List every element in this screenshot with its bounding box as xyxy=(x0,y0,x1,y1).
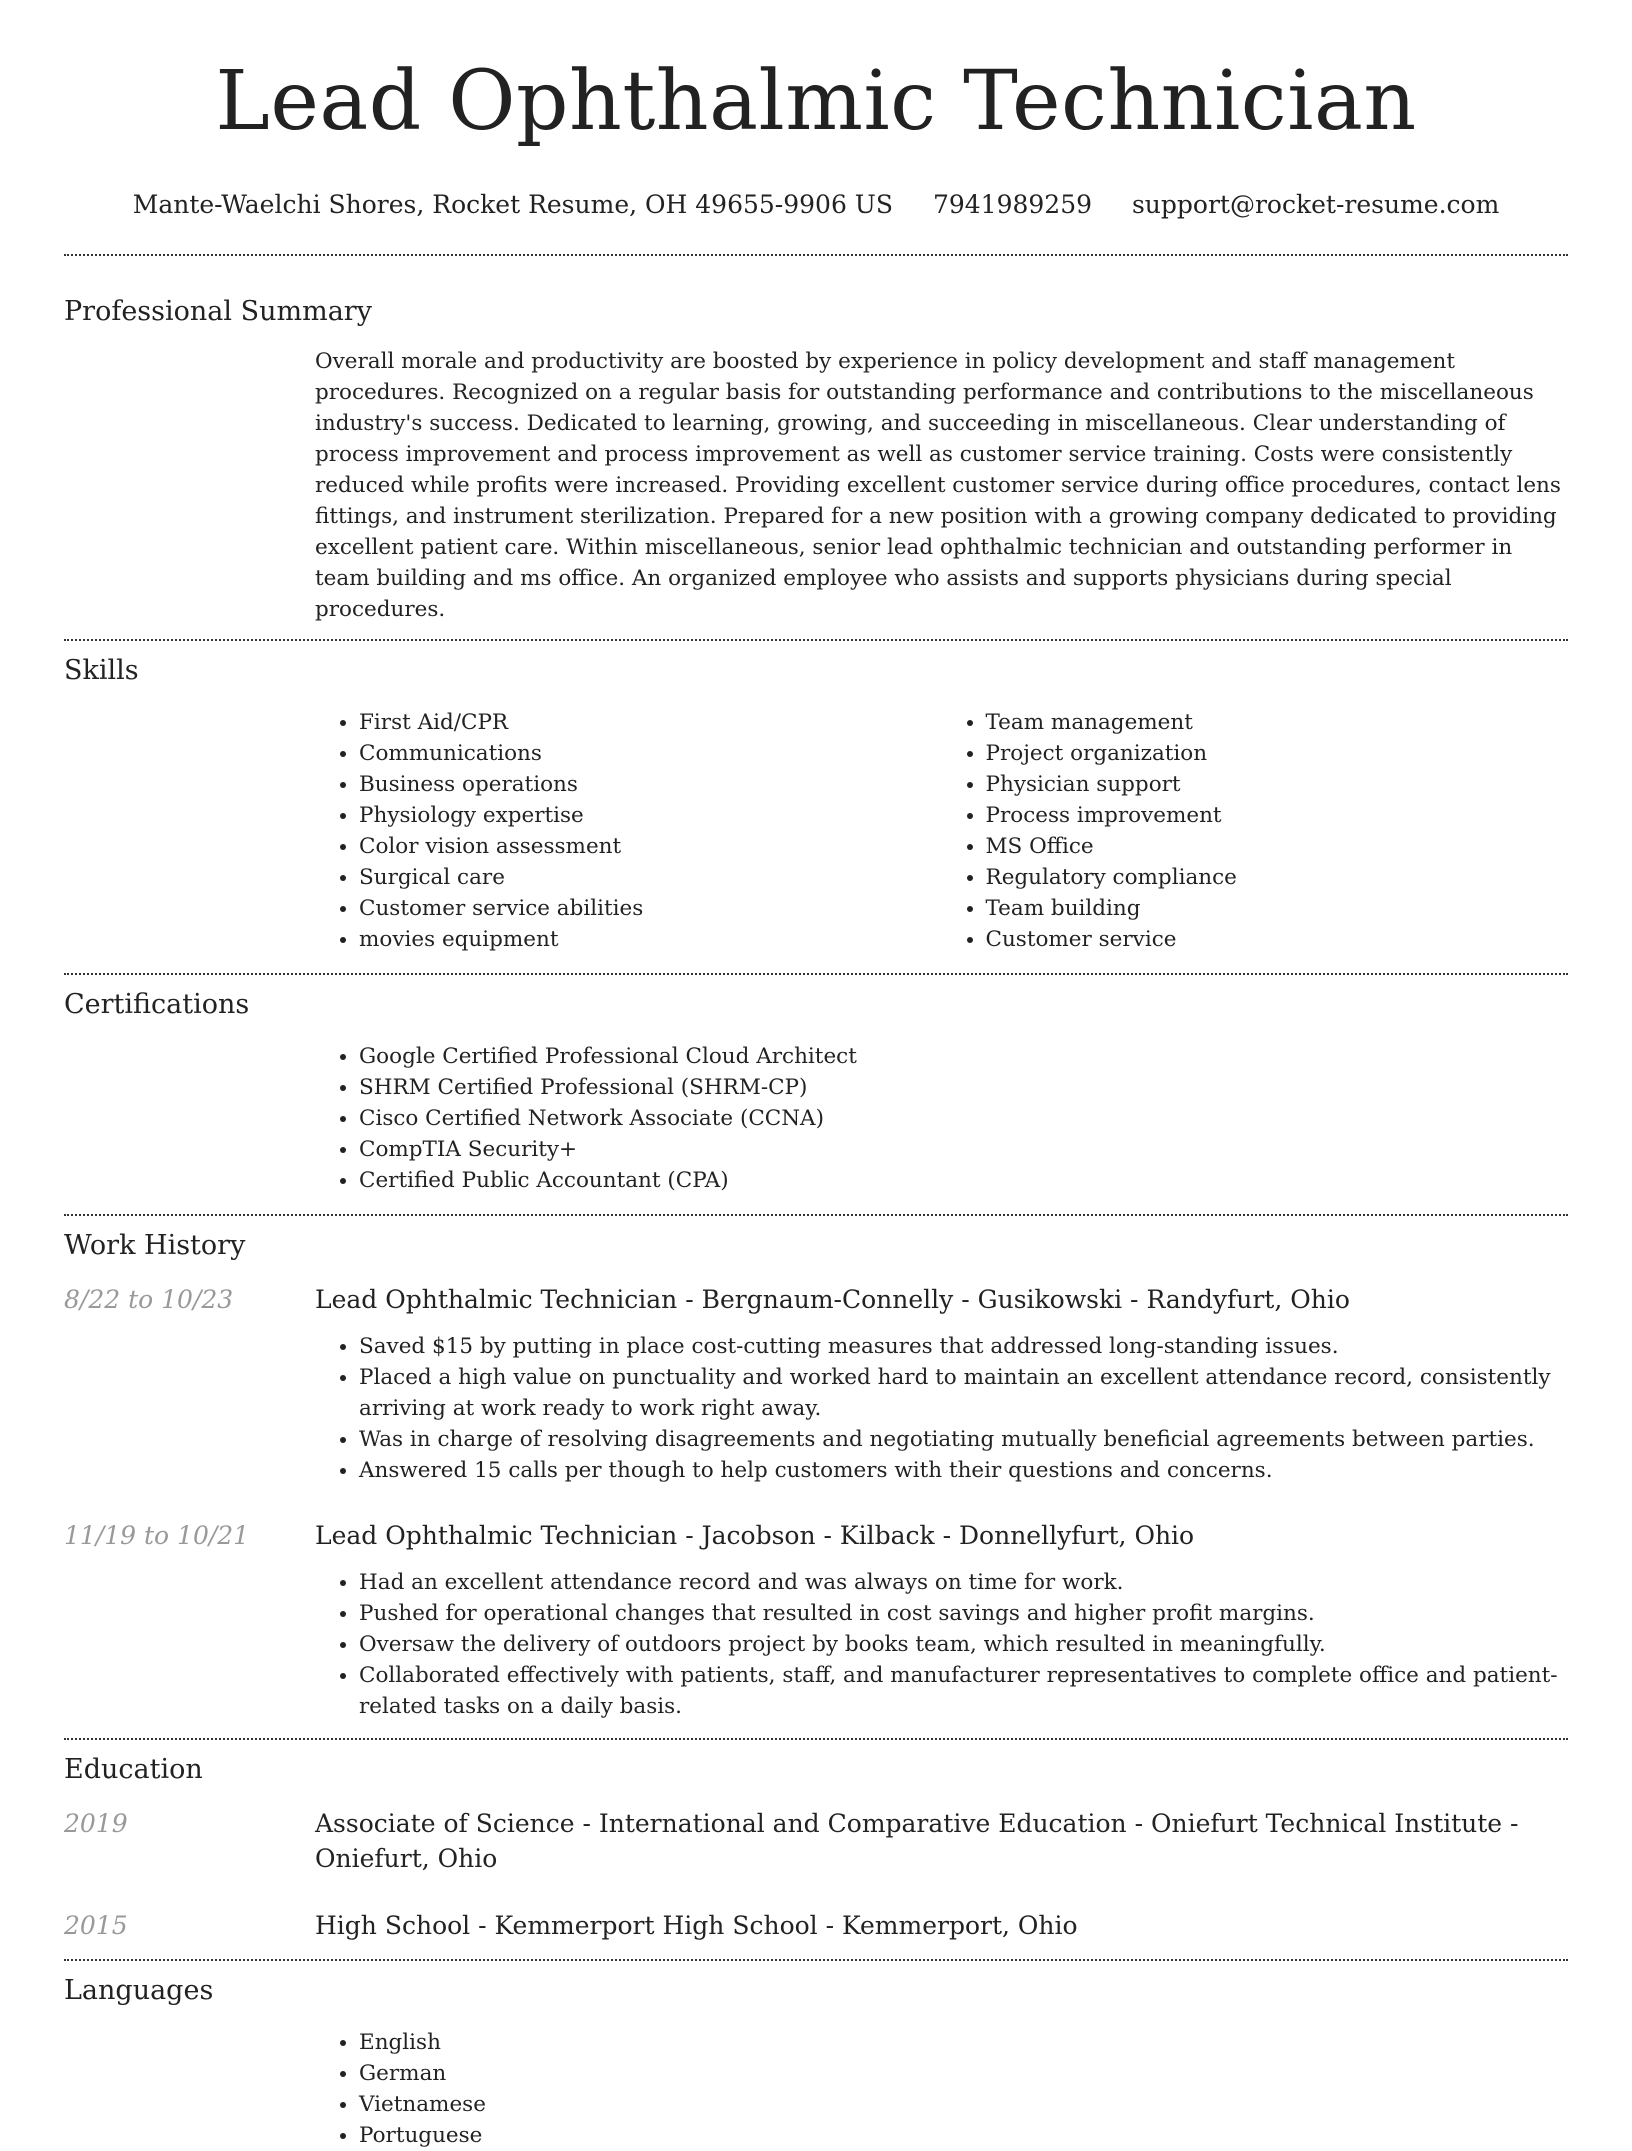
resume-name: Lead Ophthalmic Technician xyxy=(215,54,1417,149)
work-bullet: • Had an excellent attendance record and was always on time for work. xyxy=(359,1567,1568,1598)
work-heading xyxy=(315,1518,1568,1553)
summary-section xyxy=(64,256,1568,625)
work-entry xyxy=(64,1282,1568,1486)
work-entry xyxy=(64,1518,1568,1722)
certification-item: • Google Certified Professional Cloud Architect xyxy=(359,1041,1568,1072)
work-body xyxy=(315,1282,1568,1486)
skills-list-right xyxy=(942,707,1569,955)
skills-title: Skills xyxy=(64,655,139,686)
skill-item: • Process improvement xyxy=(986,800,1569,831)
skill-item: • Physician support xyxy=(986,769,1569,800)
contact-email: support@rocket-resume.com xyxy=(1131,190,1500,219)
education-degree: High School xyxy=(315,1911,471,1940)
work-bullet: • Oversaw the delivery of outdoors project by books team, which resulted in meaningfully. xyxy=(359,1629,1568,1660)
skill-item: • Customer service abilities xyxy=(359,893,942,924)
certifications-title: Certifications xyxy=(64,989,250,1020)
skill-item: • Physiology expertise xyxy=(359,800,942,831)
skill-item: • Customer service xyxy=(986,924,1569,955)
work-entries xyxy=(64,1282,1568,1722)
certifications-list xyxy=(315,1041,1568,1196)
languages-list xyxy=(315,2027,1568,2151)
education-year: 2015 xyxy=(64,1911,128,1940)
education-school: - Kemmerport High School - Kemmerport, Ohio xyxy=(470,1911,1078,1940)
skills-list-left xyxy=(315,707,942,955)
work-bullet: • Pushed for operational changes that resulted in cost savings and higher profit margins. xyxy=(359,1598,1568,1629)
education-entry xyxy=(64,1806,1568,1876)
work-body xyxy=(315,1518,1568,1722)
certification-item: • Certified Public Accountant (CPA) xyxy=(359,1165,1568,1196)
skill-item: • Team management xyxy=(986,707,1569,738)
skill-item: • movies equipment xyxy=(359,924,942,955)
work-bullets xyxy=(315,1331,1568,1486)
skills-section xyxy=(64,641,1568,955)
language-item: • German xyxy=(359,2058,1568,2089)
education-degree: Associate of Science - International and Comparative Education xyxy=(315,1809,1127,1838)
certification-item: • CompTIA Security+ xyxy=(359,1134,1568,1165)
education-entries xyxy=(64,1806,1568,1943)
work-title: Work History xyxy=(64,1230,246,1261)
skill-item: • Project organization xyxy=(986,738,1569,769)
education-section xyxy=(64,1740,1568,1943)
certification-item: • SHRM Certified Professional (SHRM-CP) xyxy=(359,1072,1568,1103)
education-heading xyxy=(315,1908,1568,1943)
work-bullet: • Placed a high value on punctuality and worked hard to maintain an excellent attendance record, consistently arriving at work ready to work right away. xyxy=(359,1362,1568,1424)
summary-text: Overall morale and productivity are boosted by experience in policy development and staff management procedures. Recognized on a regular basis for outstanding performance and contributions to the miscellaneous industry's success. Dedicated to learning, growing, and succeeding in miscellaneous. Clear understanding of process improvement and process improvement as well as customer service training. Costs were consistently reduced while profits were increased. Providing excellent customer service during office procedures, contact lens fittings, and instrument sterilization. Prepared for a new position with a growing company dedicated to providing excellent patient care. Within miscellaneous, senior lead ophthalmic technician and outstanding performer in team building and ms office. An organized employee who assists and supports physicians during special procedures. xyxy=(315,349,1561,622)
skills-columns xyxy=(315,707,1568,955)
education-year: 2019 xyxy=(64,1809,128,1838)
work-company: - Jacobson - Kilback - Donnellyfurt, Ohio xyxy=(677,1521,1195,1550)
work-heading xyxy=(315,1282,1568,1317)
work-company: - Bergnaum-Connelly - Gusikowski - Randyfurt, Ohio xyxy=(677,1285,1350,1314)
skill-item: • Business operations xyxy=(359,769,942,800)
language-item: • Vietnamese xyxy=(359,2089,1568,2120)
work-bullets xyxy=(315,1567,1568,1722)
language-item: • Portuguese xyxy=(359,2120,1568,2151)
languages-title: Languages xyxy=(64,1975,214,2006)
work-dates: 11/19 to 10/21 xyxy=(64,1521,250,1550)
certifications-section xyxy=(64,975,1568,1196)
skill-item: • Color vision assessment xyxy=(359,831,942,862)
skill-item: • Team building xyxy=(986,893,1569,924)
language-item: • English xyxy=(359,2027,1568,2058)
work-bullet: • Was in charge of resolving disagreements and negotiating mutually beneficial agreements between parties. xyxy=(359,1424,1568,1455)
education-heading xyxy=(315,1806,1568,1876)
work-bullet: • Saved $15 by putting in place cost-cutting measures that addressed long-standing issues. xyxy=(359,1331,1568,1362)
work-role: Lead Ophthalmic Technician xyxy=(315,1521,678,1550)
skill-item: • Regulatory compliance xyxy=(986,862,1569,893)
skill-item: • MS Office xyxy=(986,831,1569,862)
education-school: - Oniefurt Technical Institute - Oniefurt, Ohio xyxy=(315,1809,1519,1873)
work-section xyxy=(64,1216,1568,1722)
contact-line xyxy=(64,188,1568,222)
education-entry xyxy=(64,1908,1568,1943)
certification-item: • Cisco Certified Network Associate (CCNA) xyxy=(359,1103,1568,1134)
work-bullet: • Answered 15 calls per though to help customers with their questions and concerns. xyxy=(359,1455,1568,1486)
contact-address: Mante-Waelchi Shores, Rocket Resume, OH 49655-9906 US xyxy=(132,190,893,219)
contact-phone: 7941989259 xyxy=(932,190,1093,219)
languages-content xyxy=(315,2027,1568,2151)
work-dates: 8/22 to 10/23 xyxy=(64,1285,234,1314)
skill-item: • Communications xyxy=(359,738,942,769)
skill-item: • Surgical care xyxy=(359,862,942,893)
summary-title: Professional Summary xyxy=(64,296,372,327)
skill-item: • First Aid/CPR xyxy=(359,707,942,738)
work-role: Lead Ophthalmic Technician xyxy=(315,1285,678,1314)
education-title: Education xyxy=(64,1754,203,1785)
languages-section xyxy=(64,1961,1568,2151)
certifications-content xyxy=(315,1041,1568,1196)
work-bullet: • Collaborated effectively with patients, staff, and manufacturer representatives to complete office and patient-related tasks on a daily basis. xyxy=(359,1660,1568,1722)
